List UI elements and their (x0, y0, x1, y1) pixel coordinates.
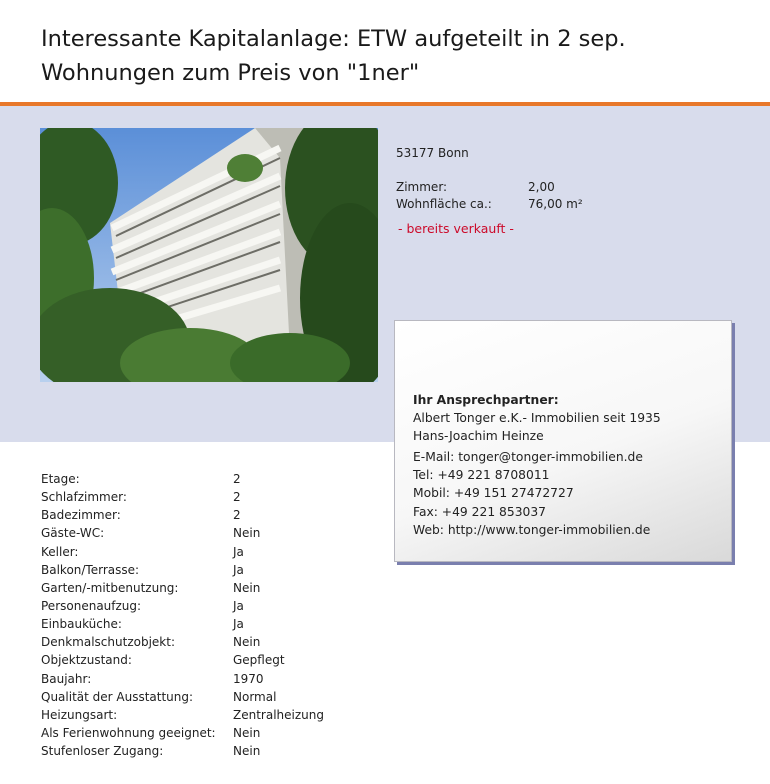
contact-heading: Ihr Ansprechpartner: (413, 393, 559, 407)
detail-value: Ja (233, 598, 244, 613)
contact-mobile: Mobil: +49 151 27472727 (413, 486, 574, 500)
detail-label: Einbauküche: (41, 617, 122, 632)
page-title-line-2: Wohnungen zum Preis von "1ner" (41, 60, 420, 86)
detail-label: Stufenloser Zugang: (41, 744, 164, 759)
detail-label: Denkmalschutzobjekt: (41, 635, 175, 650)
property-details-list (41, 470, 324, 760)
detail-value: 2 (233, 490, 241, 505)
contact-phone: Tel: +49 221 8708011 (413, 468, 550, 482)
detail-label: Keller: (41, 544, 79, 559)
contact-website[interactable]: Web: http://www.tonger-immobilien.de (413, 523, 651, 537)
living-area-value: 76,00 m² (528, 197, 583, 211)
detail-row (41, 742, 261, 760)
detail-label: Personenaufzug: (41, 598, 142, 613)
sold-status: - bereits verkauft - (398, 221, 514, 236)
detail-row (41, 706, 324, 724)
detail-row (41, 615, 244, 633)
detail-label: Balkon/Terrasse: (41, 562, 140, 577)
detail-row (41, 724, 261, 742)
detail-value: Gepflegt (233, 653, 285, 668)
detail-label: Etage: (41, 472, 80, 486)
detail-label: Baujahr: (41, 671, 92, 686)
detail-value: 1970 (233, 671, 264, 686)
rooms-value: 2,00 (528, 180, 555, 194)
detail-row (41, 543, 244, 561)
detail-label: Heizungsart: (41, 707, 118, 722)
detail-value: Nein (233, 744, 261, 759)
detail-value: Normal (233, 689, 277, 704)
page-title-line-1: Interessante Kapitalanlage: ETW aufgeteilt in 2 sep. (41, 26, 626, 52)
contact-fax: Fax: +49 221 853037 (413, 505, 546, 519)
living-area-row (396, 197, 583, 211)
detail-value: Ja (233, 562, 244, 577)
detail-row (41, 561, 244, 579)
detail-label: Objektzustand: (41, 653, 132, 668)
living-area-label: Wohnfläche ca.: (396, 197, 492, 211)
detail-label: Badezimmer: (41, 508, 121, 523)
detail-label: Gäste-WC: (41, 526, 105, 541)
detail-label: Garten/-mitbenutzung: (41, 580, 179, 595)
contact-email[interactable]: E-Mail: tonger@tonger-immobilien.de (413, 450, 643, 464)
property-photo-image (40, 128, 378, 382)
detail-row (41, 524, 261, 542)
detail-row (41, 651, 285, 669)
detail-value: Nein (233, 635, 261, 650)
detail-row (41, 688, 277, 706)
detail-value: Ja (233, 544, 244, 559)
detail-row (41, 670, 264, 688)
property-photo[interactable] (40, 128, 378, 382)
contact-card (394, 320, 732, 562)
detail-label: Als Ferienwohnung geeignet: (41, 725, 216, 740)
detail-row (41, 488, 241, 506)
detail-row (41, 597, 244, 615)
rooms-row (396, 180, 555, 194)
page-title (41, 22, 741, 90)
detail-value: 2 (233, 508, 241, 523)
detail-value: Nein (233, 580, 261, 595)
detail-label: Schlafzimmer: (41, 490, 127, 505)
contact-company: Albert Tonger e.K.- Immobilien seit 1935 (413, 411, 661, 425)
contact-person: Hans-Joachim Heinze (413, 429, 544, 443)
property-location: 53177 Bonn (396, 146, 469, 160)
detail-value: Nein (233, 526, 261, 541)
rooms-label: Zimmer: (396, 180, 448, 194)
detail-row (41, 633, 261, 651)
detail-row (41, 579, 261, 597)
detail-value: Zentralheizung (233, 707, 324, 722)
detail-value: Ja (233, 617, 244, 632)
detail-row (41, 470, 241, 488)
detail-value: 2 (233, 472, 241, 486)
detail-row (41, 506, 241, 524)
detail-label: Qualität der Ausstattung: (41, 689, 194, 704)
detail-value: Nein (233, 725, 261, 740)
